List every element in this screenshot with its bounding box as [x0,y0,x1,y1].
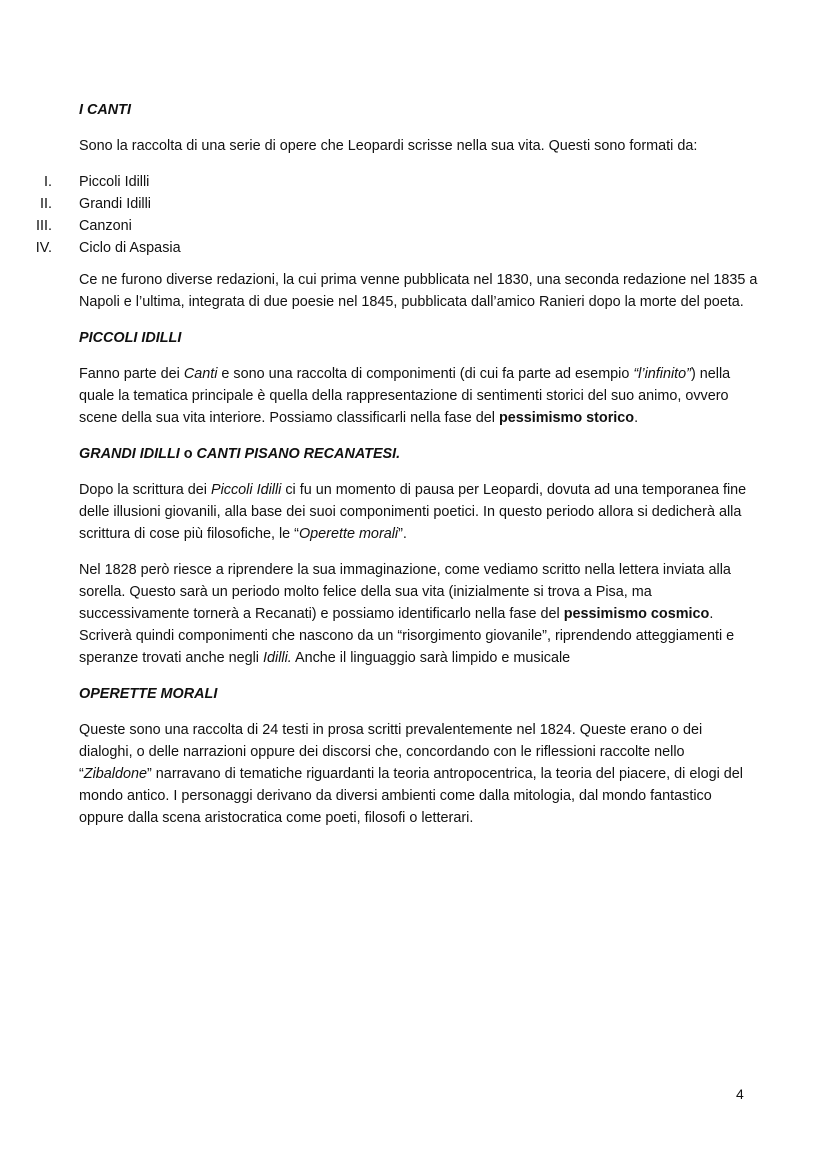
canti-intro: Sono la raccolta di una serie di opere che Leopardi scrisse nella sua vita. Questi sono formati da: [79,138,698,154]
text-run: Anche il linguaggio sarà limpido e musicale [291,650,571,666]
page-content [35,99,759,843]
italic-run: Zibaldone [83,766,148,782]
italic-run: “l’infinito” [633,366,691,382]
piccoli-idilli-paragraph [79,363,759,429]
list-number: IV. [35,240,52,256]
list-text: Ciclo di Aspasia [79,240,181,256]
operette-morali-paragraph [79,719,759,829]
list-text: Grandi Idilli [79,196,151,212]
list-item [35,237,759,259]
heading-operette-morali: OPERETTE MORALI [79,686,218,702]
canti-redazioni: Ce ne furono diverse redazioni, la cui prima venne pubblicata nel 1830, una seconda redazione nel 1835 a Napoli e l’ultima, integrata di due poesie nel 1845, pubblicata dall’amico Ranieri dopo la morte del poeta. [79,272,758,310]
text-run: Fanno parte dei [79,366,184,382]
list-number: III. [36,218,52,234]
italic-run: Piccoli Idilli [210,482,282,498]
list-number: I. [44,174,52,190]
text-run: ) nella quale la tematica principale è quella della rappresentazione di sentimenti storici del suo animo, ovvero scene della sua vita interiore. Possiamo classificarli nella fase del [79,366,731,426]
text-run: Dopo la scrittura dei [79,482,211,498]
italic-run: Operette morali [298,526,399,542]
text-run: . Scriverà quindi componimenti che nascono da un “risorgimento giovanile”, riprendendo atteggiamenti e speranze trovati anche negli [79,606,735,666]
list-item [40,193,759,215]
list-item [44,171,759,193]
heading-canti: I CANTI [79,102,131,118]
text-run: Queste sono una raccolta di 24 testi in prosa scritti prevalentemente nel 1824. Queste erano o dei dialoghi, o delle narrazioni oppure dei discorsi che, concordando con le riflessioni raccolte nello “ [79,722,703,782]
heading-run: GRANDI IDILLI [79,446,180,462]
text-run: . [634,410,639,426]
list-text: Canzoni [79,218,132,234]
list-item [36,215,759,237]
text-run: ci fu un momento di pausa per Leopardi, dovuta ad una temporanea fine delle illusioni giovanili, alla base dei suoi componimenti poetici. In questo periodo allora si dedicherà alla scrittura di cose più filosofiche, le “ [79,482,747,542]
text-run: ”. [398,526,407,542]
heading-run: CANTI PISANO RECANATESI. [196,446,401,462]
list-number: II. [40,196,52,212]
heading-piccoli-idilli: PICCOLI IDILLI [79,330,182,346]
text-run: Nel 1828 però riesce a riprendere la sua immaginazione, come vediamo scritto nella lettera inviata alla sorella. Questo sarà un periodo molto felice della sua vita (inizialmente si trova a Pisa, ma successivamente tornerà a Recanati) e possiamo identificarlo nella fase del [79,562,731,622]
list-text: Piccoli Idilli [79,174,150,190]
grandi-idilli-paragraph-1 [79,479,759,545]
bold-run: pessimismo storico [498,410,635,426]
italic-run: Idilli. [263,650,292,666]
text-run: ” narravano di tematiche riguardanti la teoria antropocentrica, la teoria del piacere, di elogi del mondo antico. I personaggi derivano da diversi ambienti come dalla mitologia, dal mondo fantastico oppure dalla scena aristocratica come poeti, filosofi o letterari. [79,766,743,826]
heading-grandi-idilli [79,443,759,465]
text-run: e sono una raccolta di componimenti (di cui fa parte ad esempio [217,366,634,382]
page-number: 4 [736,1086,744,1102]
grandi-idilli-paragraph-2 [79,559,759,669]
bold-run: pessimismo cosmico [563,606,710,622]
canti-list [35,171,759,259]
italic-run: Canti [183,366,218,382]
heading-run: o [179,446,197,462]
